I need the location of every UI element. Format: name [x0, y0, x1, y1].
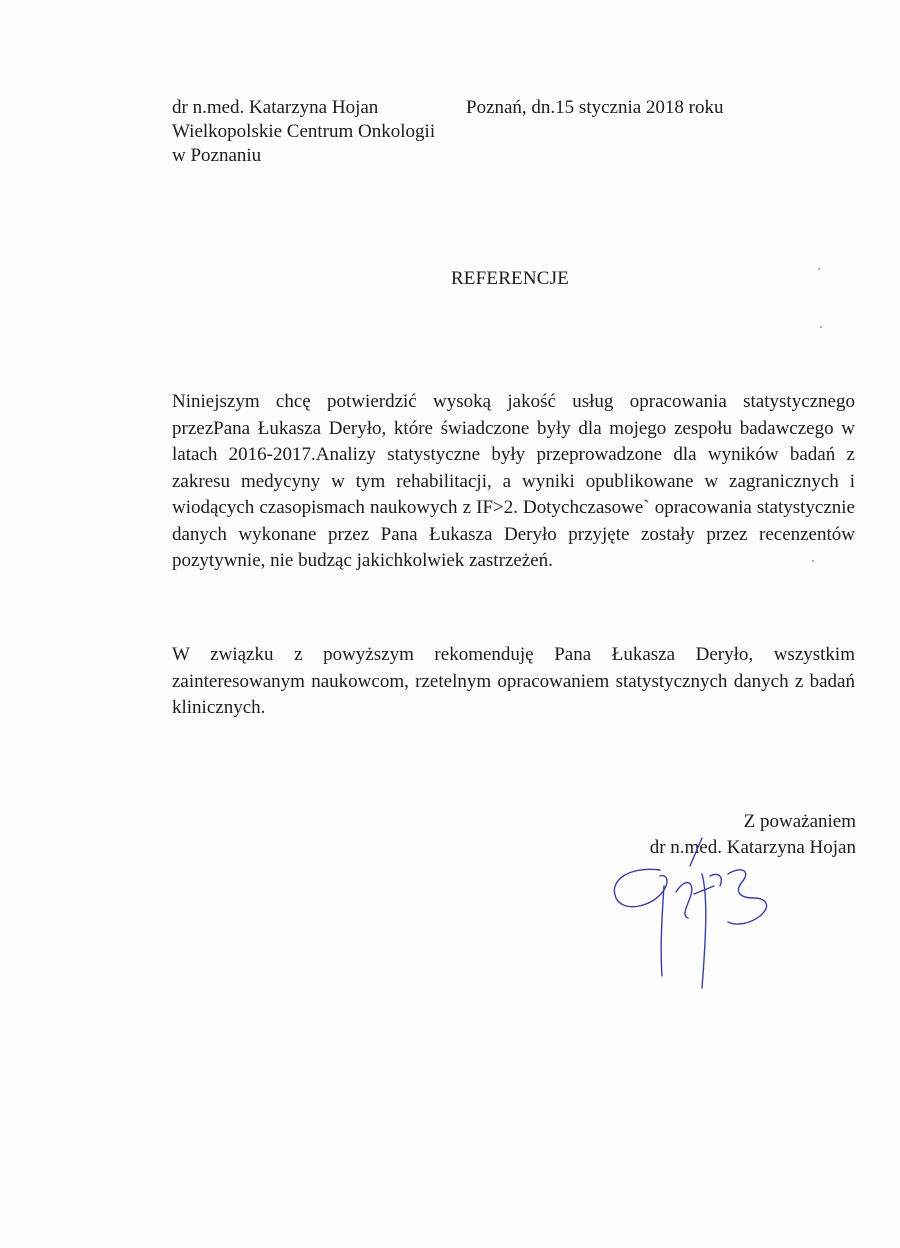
- closing-signatory: dr n.med. Katarzyna Hojan: [649, 837, 856, 858]
- sender-name: dr n.med. Katarzyna Hojan: [172, 97, 379, 118]
- scan-speck: [812, 560, 814, 562]
- closing-salutation: Z poważaniem: [743, 811, 856, 832]
- scan-speck: [818, 268, 820, 270]
- document-title: REFERENCJE: [450, 268, 570, 289]
- sender-institution: Wielkopolskie Centrum Onkologii: [172, 121, 436, 142]
- scan-speck: [820, 326, 822, 328]
- sender-block: [172, 96, 435, 168]
- sender-city: w Poznaniu: [172, 145, 262, 166]
- body-paragraph-1: Niniejszym chcę potwierdzić wysoką jakość usług opracowania statystycznego przezPana Łukasza Deryło, które świadczone były dla mojego zespołu badawczego w latach 2016-2017.Analizy statystyczne były przeprowadzone dla wyników badań z zakresu medycyny w tym rehabilitacji, a wyniki opublikowane w zagranicznych i wiodących czasopismach naukowych z IF>2. Dotychczasowe` opracowania statystycznie danych wykonane przez Pana Łukasza Deryło przyjęte zostały przez recenzentów pozytywnie, nie budząc jakichkolwiek zastrzeżeń.: [172, 391, 855, 571]
- body-paragraph-2: W związku z powyższym rekomenduję Pana Łukasza Deryło, wszystkim zainteresowanym naukowcom, rzetelnym opracowaniem statystycznych danych z badań klinicznych.: [172, 644, 855, 718]
- handwritten-signature: [590, 836, 830, 1006]
- place-and-date: Poznań, dn.15 stycznia 2018 roku: [466, 97, 724, 118]
